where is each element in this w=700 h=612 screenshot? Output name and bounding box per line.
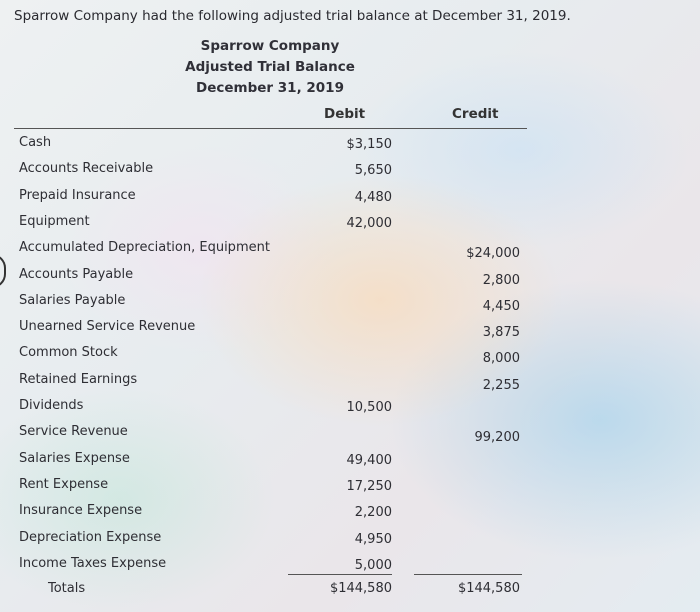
debit-amount: 4,950: [354, 531, 392, 547]
table-row: [0, 240, 700, 262]
account-name: Insurance Expense: [19, 503, 143, 519]
credit-amount: 8,000: [482, 351, 520, 367]
table-row: [0, 161, 700, 183]
debit-amount: 10,500: [346, 400, 392, 415]
debit-total-rule: [288, 574, 392, 575]
debit-amount: 17,250: [346, 478, 392, 494]
table-row: [0, 530, 700, 552]
account-name: Common Stock: [19, 345, 118, 361]
account-name: Unearned Service Revenue: [19, 319, 196, 335]
account-name: Rent Expense: [19, 476, 109, 492]
credit-column-header: Credit: [452, 106, 499, 122]
table-row: [0, 345, 700, 367]
header-rule: [14, 128, 527, 129]
table-row: [0, 451, 700, 473]
account-name: Prepaid Insurance: [19, 187, 136, 203]
table-row: [0, 214, 700, 236]
account-name: Accounts Receivable: [19, 161, 154, 177]
account-name: Income Taxes Expense: [19, 555, 167, 571]
debit-amount: 42,000: [346, 215, 392, 231]
account-name: Equipment: [19, 213, 90, 229]
totals-row: [0, 581, 700, 603]
debit-amount: 2,200: [354, 505, 392, 521]
account-name: Depreciation Expense: [19, 529, 162, 545]
account-name: Dividends: [19, 398, 84, 413]
account-name: Accounts Payable: [19, 266, 134, 282]
credit-amount: $24,000: [466, 246, 520, 262]
debit-total: $144,580: [329, 581, 392, 596]
table-row: [0, 293, 700, 315]
debit-amount: 5,650: [354, 163, 392, 179]
debit-amount: $3,150: [346, 137, 392, 152]
company-name: Sparrow Company: [200, 38, 340, 54]
statement-date: December 31, 2019: [196, 80, 344, 96]
account-name: Service Revenue: [19, 424, 128, 440]
table-row: [0, 188, 700, 210]
credit-total: $144,580: [457, 581, 520, 596]
debit-amount: 4,480: [354, 189, 392, 205]
credit-amount: 4,450: [482, 298, 520, 314]
account-name: Salaries Payable: [19, 292, 126, 308]
table-row: [0, 503, 700, 525]
account-name: Salaries Expense: [19, 450, 130, 466]
totals-label: Totals: [48, 581, 86, 596]
table-row: [0, 319, 700, 341]
credit-amount: 99,200: [474, 430, 520, 446]
account-name: Retained Earnings: [19, 371, 138, 387]
credit-total-rule: [414, 574, 522, 575]
debit-column-header: Debit: [324, 106, 366, 122]
account-name: Cash: [19, 135, 52, 150]
intro-text: Sparrow Company had the following adjusted trial balance at December 31, 2019.: [14, 8, 571, 24]
table-row: [0, 372, 700, 394]
credit-amount: 3,875: [482, 325, 520, 341]
credit-amount: 2,255: [482, 377, 520, 393]
debit-amount: 49,400: [346, 452, 392, 468]
statement-title: Adjusted Trial Balance: [185, 59, 355, 75]
table-row: [0, 135, 700, 157]
debit-amount: 5,000: [354, 557, 392, 573]
table-row: [0, 424, 700, 446]
credit-amount: 2,800: [482, 272, 520, 288]
account-name: Accumulated Depreciation, Equipment: [19, 240, 270, 256]
table-row: [0, 398, 700, 420]
table-row: [0, 477, 700, 499]
table-row: [0, 267, 700, 289]
